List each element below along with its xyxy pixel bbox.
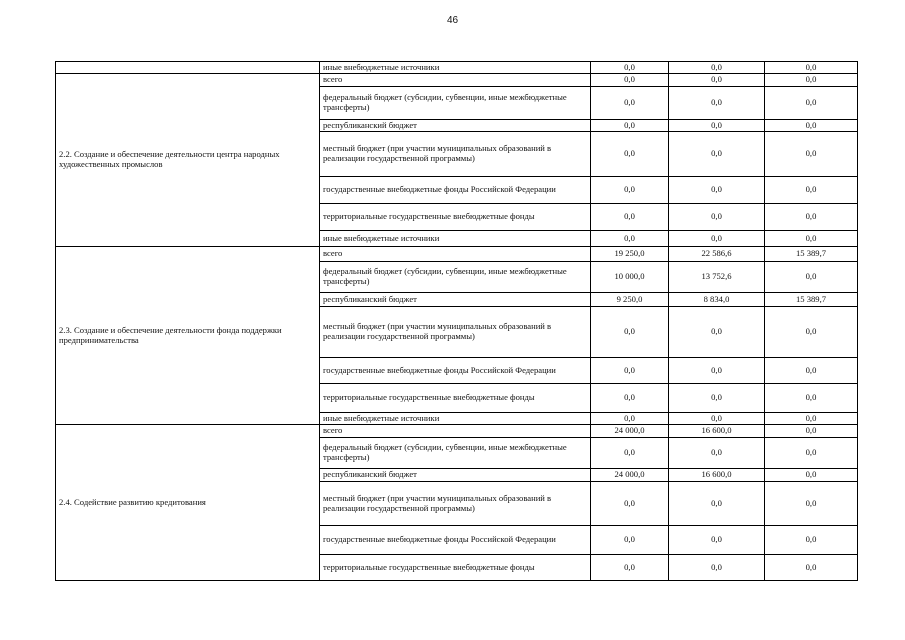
funding-source-cell: республиканский бюджет: [320, 120, 591, 132]
value-cell: 0,0: [591, 384, 669, 413]
value-cell: 0,0: [765, 231, 858, 247]
funding-source-cell: всего: [320, 425, 591, 438]
activity-cell: 2.2. Создание и обеспечение деятельности центра народных художественных промыслов: [56, 74, 320, 247]
value-cell: 0,0: [669, 62, 765, 74]
value-cell: 0,0: [765, 262, 858, 293]
value-cell: 0,0: [765, 384, 858, 413]
value-cell: 0,0: [765, 62, 858, 74]
value-cell: 0,0: [591, 231, 669, 247]
funding-source-cell: всего: [320, 74, 591, 87]
value-cell: 0,0: [765, 482, 858, 526]
value-cell: 24 000,0: [591, 425, 669, 438]
value-cell: 0,0: [591, 307, 669, 358]
value-cell: 0,0: [765, 438, 858, 469]
funding-source-cell: федеральный бюджет (субсидии, субвенции, иные межбюджетные трансферты): [320, 438, 591, 469]
value-cell: 9 250,0: [591, 293, 669, 307]
value-cell: 0,0: [669, 307, 765, 358]
value-cell: 0,0: [591, 438, 669, 469]
value-cell: 0,0: [765, 469, 858, 482]
page-number: 46: [446, 15, 459, 26]
funding-source-cell: республиканский бюджет: [320, 293, 591, 307]
funding-source-cell: местный бюджет (при участии муниципальных образований в реализации государственной программы): [320, 132, 591, 177]
value-cell: 0,0: [591, 87, 669, 120]
value-cell: 0,0: [765, 177, 858, 204]
value-cell: 0,0: [669, 358, 765, 384]
funding-source-cell: иные внебюджетные источники: [320, 413, 591, 425]
value-cell: 0,0: [765, 87, 858, 120]
value-cell: 0,0: [765, 358, 858, 384]
value-cell: 0,0: [765, 132, 858, 177]
funding-source-cell: федеральный бюджет (субсидии, субвенции, иные межбюджетные трансферты): [320, 262, 591, 293]
value-cell: 0,0: [765, 74, 858, 87]
table-row: [56, 247, 858, 262]
value-cell: 0,0: [591, 204, 669, 231]
funding-source-cell: всего: [320, 247, 591, 262]
table-row: [56, 74, 858, 87]
activity-cell: 2.4. Содействие развитию кредитования: [56, 425, 320, 581]
value-cell: 0,0: [765, 555, 858, 581]
value-cell: 0,0: [765, 120, 858, 132]
value-cell: 0,0: [591, 177, 669, 204]
funding-source-cell: территориальные государственные внебюджетные фонды: [320, 384, 591, 413]
value-cell: 0,0: [669, 74, 765, 87]
value-cell: 0,0: [669, 177, 765, 204]
value-cell: 0,0: [765, 204, 858, 231]
value-cell: 0,0: [765, 307, 858, 358]
funding-source-cell: иные внебюджетные источники: [320, 231, 591, 247]
value-cell: 0,0: [669, 555, 765, 581]
value-cell: 16 600,0: [669, 469, 765, 482]
value-cell: 0,0: [591, 526, 669, 555]
budget-table-body: [56, 62, 858, 581]
value-cell: 0,0: [765, 526, 858, 555]
value-cell: 8 834,0: [669, 293, 765, 307]
funding-source-cell: иные внебюджетные источники: [320, 62, 591, 74]
value-cell: 0,0: [669, 384, 765, 413]
value-cell: 19 250,0: [591, 247, 669, 262]
activity-cell: 2.3. Создание и обеспечение деятельности фонда поддержки предпринимательства: [56, 247, 320, 425]
funding-source-cell: государственные внебюджетные фонды Российской Федерации: [320, 526, 591, 555]
value-cell: 0,0: [669, 120, 765, 132]
value-cell: 0,0: [591, 132, 669, 177]
value-cell: 0,0: [669, 413, 765, 425]
value-cell: 0,0: [669, 204, 765, 231]
funding-source-cell: территориальные государственные внебюджетные фонды: [320, 555, 591, 581]
value-cell: 0,0: [669, 526, 765, 555]
value-cell: 0,0: [669, 87, 765, 120]
value-cell: 16 600,0: [669, 425, 765, 438]
value-cell: 0,0: [591, 358, 669, 384]
value-cell: 24 000,0: [591, 469, 669, 482]
funding-source-cell: территориальные государственные внебюджетные фонды: [320, 204, 591, 231]
value-cell: 0,0: [591, 482, 669, 526]
value-cell: 15 389,7: [765, 293, 858, 307]
value-cell: 15 389,7: [765, 247, 858, 262]
value-cell: 0,0: [669, 231, 765, 247]
funding-source-cell: республиканский бюджет: [320, 469, 591, 482]
value-cell: 0,0: [591, 120, 669, 132]
value-cell: 0,0: [765, 413, 858, 425]
value-cell: 22 586,6: [669, 247, 765, 262]
value-cell: 0,0: [765, 425, 858, 438]
table-row: [56, 425, 858, 438]
value-cell: 0,0: [669, 438, 765, 469]
value-cell: 0,0: [669, 482, 765, 526]
table-row: [56, 62, 858, 74]
funding-source-cell: государственные внебюджетные фонды Российской Федерации: [320, 177, 591, 204]
value-cell: 0,0: [591, 62, 669, 74]
budget-table: [55, 61, 858, 581]
value-cell: 0,0: [669, 132, 765, 177]
activity-cell: [56, 62, 320, 74]
value-cell: 0,0: [591, 413, 669, 425]
funding-source-cell: местный бюджет (при участии муниципальных образований в реализации государственной программы): [320, 307, 591, 358]
funding-source-cell: местный бюджет (при участии муниципальных образований в реализации государственной программы): [320, 482, 591, 526]
funding-source-cell: федеральный бюджет (субсидии, субвенции, иные межбюджетные трансферты): [320, 87, 591, 120]
value-cell: 10 000,0: [591, 262, 669, 293]
value-cell: 0,0: [591, 555, 669, 581]
funding-source-cell: государственные внебюджетные фонды Российской Федерации: [320, 358, 591, 384]
value-cell: 13 752,6: [669, 262, 765, 293]
value-cell: 0,0: [591, 74, 669, 87]
